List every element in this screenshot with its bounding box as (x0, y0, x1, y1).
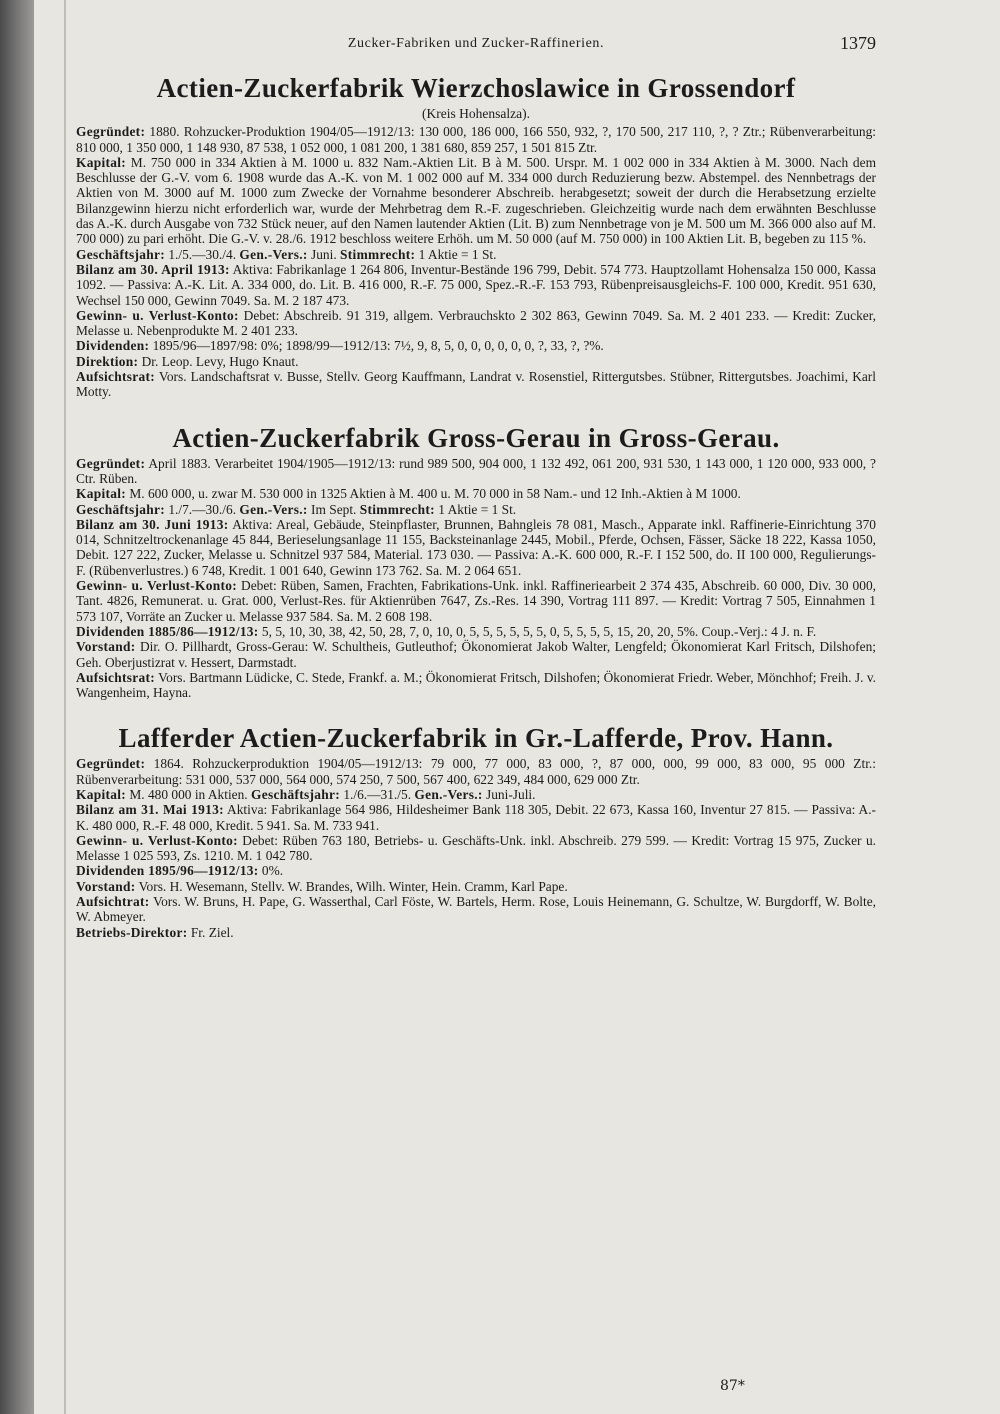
entry-paragraph (76, 486, 876, 501)
entry-label: Kapital: (76, 154, 127, 170)
entry-text: 0%. (258, 863, 284, 879)
entry-text: 5, 5, 10, 30, 38, 42, 50, 28, 7, 0, 10, 0, 5, 5, 5, 5, 5, 5, 0, 5, 5, 5, 5, 15, 20, 20, 5%. Coup.-Verj.: 4 J. n. F. (258, 623, 817, 639)
entry-paragraph (76, 787, 876, 802)
entry-label: Betriebs-Direktor: (76, 924, 188, 940)
entry-text: Vors. Bartmann Lüdicke, C. Stede, Frankf. a. M.; Ökonomierat Fritsch, Dilshofen; Ökonomierat Friedr. Weber, Mönchhof; Freih. J. v. Wangenheim, Hayna. (76, 669, 876, 701)
entry-paragraph (76, 369, 876, 400)
entry-text: 1./6.—31./5. (340, 786, 415, 802)
entry-paragraph (76, 338, 876, 353)
entry-paragraph (76, 155, 876, 247)
entry-label: Gen.-Vers.: (239, 246, 308, 262)
entry-paragraph (76, 670, 876, 701)
page-number: 1379 (840, 33, 876, 53)
entry-label: Dividenden 1895/96—1912/13: (76, 863, 259, 879)
entry-paragraph (76, 308, 876, 339)
entry-label: Vorstand: (76, 878, 136, 894)
entry-paragraph (76, 456, 876, 487)
entry-paragraph (76, 756, 876, 787)
entry-paragraph (76, 502, 876, 517)
entry-paragraph (76, 894, 876, 925)
entry-text: 1 Aktie = 1 St. (434, 501, 517, 517)
company-title: Actien-Zuckerfabrik Gross-Gerau in Gross-Gerau. (172, 422, 780, 453)
entry-text: Fr. Ziel. (187, 924, 234, 940)
entry-text: Debet: Abschreib. 91 319, allgem. Verbrauchskto 2 302 863, Gewinn 7049. Sa. M. 2 401 233. — Kredit: Zucker, Melasse u. Nebenprodukte M. 2 401 233. (76, 307, 876, 339)
entry-paragraph (76, 262, 876, 308)
entry-label: Gewinn- u. Verlust-Konto: (76, 307, 239, 323)
company-subtitle: (Kreis Hohensalza). (422, 106, 530, 121)
running-title: Zucker-Fabriken und Zucker-Raffinerien. (347, 36, 605, 51)
binding-shadow (0, 0, 34, 1414)
entry-label: Gewinn- u. Verlust-Konto: (76, 578, 238, 594)
entry-paragraph (76, 863, 876, 878)
entry-label: Kapital: (76, 786, 127, 802)
entry-label: Bilanz am 30. Juni 1913: (76, 516, 229, 532)
company-title: Lafferder Actien-Zuckerfabrik in Gr.-Lafferde, Prov. Hann. (118, 723, 834, 754)
entry-label: Gen.-Vers.: (239, 501, 308, 517)
entry-text: 1895/96—1897/98: 0%; 1898/99—1912/13: 7½, 9, 8, 5, 0, 0, 0, 0, 0, 0, ?, 33, ?, ?%. (149, 338, 604, 354)
entry-text: Debet: Rüben 763 180, Betriebs- u. Geschäfts-Unk. inkl. Abschreib. 279 599. — Kredit: Vortrag 15 975, Zucker u. Melasse 1 025 593, Zs. 1210. M. 1 042 780. (76, 832, 876, 864)
entry-label: Geschäftsjahr: (76, 246, 165, 262)
entry-text: Juni-Juli. (482, 786, 536, 802)
entry-paragraph (76, 624, 876, 639)
entry-label: Dividenden: (76, 338, 150, 354)
entry-paragraph (76, 879, 876, 894)
entry-label: Gen.-Vers.: (414, 786, 483, 802)
entry-text: 1 Aktie = 1 St. (415, 246, 497, 262)
entry-text: Aktiva: Fabrikanlage 1 264 806, Inventur-Bestände 196 799, Debit. 574 773. Hauptzollamt Hohensalza 150 000, Kassa 1092. — Passiva: A.-K. Lit. A. 334 000, do. Lit. B. 416 000, R.-F. 75 000, Spez.-R.-F. 153 793, Rübenpreisausgleichs-F. 100 000, Kredit. 951 630, Wechsel 150 000, Gewinn 7049. Sa. M. 2 187 473. (76, 261, 876, 308)
running-head (76, 33, 876, 66)
entry-label: Gegründet: (76, 756, 146, 772)
entry-text: 1./5.—30./4. (165, 246, 240, 262)
entry-paragraph (76, 802, 876, 833)
entry-text: 1864. Rohzuckerproduktion 1904/05—1912/13: 79 000, 77 000, 83 000, ?, 87 000, 000, 99 000, 83 000, 95 000 Ztr.: Rübenverarbeitung: 531 000, 537 000, 564 000, 574 250, 7 500, 567 400, 622 349, 484 000, 629 000 Ztr. (76, 756, 876, 787)
entry-label: Stimmrecht: (340, 246, 416, 262)
entry-label: Bilanz am 30. April 1913: (76, 261, 230, 277)
company-title: Actien-Zuckerfabrik Wierzchoslawice in Grossendorf (156, 73, 796, 103)
entry-label: Direktion: (76, 353, 139, 369)
entry-paragraph (76, 517, 876, 578)
entry-label: Kapital: (76, 486, 127, 502)
entry-label: Vorstand: (76, 639, 136, 655)
entry-text: Aktiva: Areal, Gebäude, Steinpflaster, Brunnen, Bahngleis 78 081, Masch., Apparate inkl. Raffinerie-Einrichtung 370 014, Schnitzeltrockenanlage 45 844, Berieselungsanlage 11 155, Backsteinanlage 2445, Mobil., Pferde, Ochsen, Fässer, Säcke 18 222, Kassa 1050, Debit. 127 222, Zucker, Melasse u. Schnitzel 937 584, Material. 173 030. — Passiva: A.-K. 600 000, R.-F. I 152 500, do. II 100 000, Regulierungs-F. (Rübenverlustres.) 6 748, Kredit. 1 001 640, Gewinn 173 762. Sa. M. 2 064 651. (76, 516, 877, 578)
entry-text: 1880. Rohzucker-Produktion 1904/05—1912/13: 130 000, 186 000, 166 550, 932, ?, 170 500, 217 110, ?, ? Ztr.; Rübenverarbeitung: 810 000, 1 350 000, 1 148 930, 87 538, 1 052 000, 1 081 200, 1 381 680, 859 257, 1 501 815 Ztr. (76, 124, 876, 155)
entry-label: Geschäftsjahr: (76, 501, 165, 517)
entry-text: Juni. (307, 246, 341, 262)
entry-text: Dr. Leop. Levy, Hugo Knaut. (138, 353, 299, 369)
entry-paragraph (76, 833, 876, 864)
company-list (76, 72, 876, 940)
entry-label: Geschäftsjahr: (251, 786, 340, 802)
entry-paragraph (76, 639, 876, 670)
entry-label: Bilanz am 31. Mai 1913: (76, 802, 224, 818)
entry-paragraph (76, 354, 876, 369)
entry-label: Gegründet: (76, 124, 146, 140)
entry-text: Debet: Rüben, Samen, Frachten, Fabrikations-Unk. inkl. Raffineriearbeit 2 374 435, Abschreib. 60 000, Div. 30 000, Tant. 4826, Remunerat. u. Grat. 000, Verlust-Res. für Aktienrüben 7647, Zs.-Res. 14 390, Vortrag 111 897. — Kredit: Vortrag 7 505, Einnahmen 1 573 107, Vorräte an Zucker u. Melasse 937 584. Sa. M. 2 608 198. (76, 578, 876, 624)
entry-text: Vors. H. Wesemann, Stellv. W. Brandes, Wilh. Winter, Hein. Cramm, Karl Pape. (135, 878, 568, 894)
entry-text: Im Sept. (307, 501, 360, 517)
entry-text: M. 750 000 in 334 Aktien à M. 1000 u. 832 Nam.-Aktien Lit. B à M. 500. Urspr. M. 1 002 000 in 334 Aktien à M. 3000. Nach dem Beschlusse der G.-V. vom 6. 1908 wurde das A.-K. von M. 1 002 000 auf M. 334 000 durch Reduzierung bezw. Abstempel. des Nennbetrags der Aktien von M. 3000 auf M. 1000 zum Zwecke der Vornahme besonderer Abschreib. herabgesetzt; soweit der durch die Herabsetzung erzielte Bilanzgewinn hierzu nicht erforderlich war, wurde der Mehrbetrag dem R.-F. zugeschrieben. Gleichzeitig wurde nach dem erwähnten Beschlusse das A.-K. durch Ausgabe von 732 Stück neuer, auf den Namen lautender Aktien (Lit. B) zum Nennbetrage von je M. 500 um M. 366 000 also auf M. 700 000) zu pari erhöht. Die G.-V. v. 28./6. 1912 beschloss weitere Erhöh. um M. 50 000 (auf M. 750 000) in 100 Aktien Lit. B, begeben zu 115 %. (76, 154, 876, 247)
entry-label: Aufsichtsrat: (76, 669, 156, 685)
entry-paragraph (76, 247, 876, 262)
entry-text: M. 480 000 in Aktien. (126, 786, 251, 802)
entry-label: Gegründet: (76, 455, 146, 471)
signature-mark: 87* (720, 1378, 745, 1394)
entry-label: Aufsichtrat: (76, 894, 150, 910)
entry-text: Vors. W. Bruns, H. Pape, G. Wasserthal, Carl Föste, W. Bartels, Herm. Rose, Louis Heinemann, G. Schultze, W. Burgdorff, W. Bolte, W. Abmeyer. (76, 894, 876, 925)
entry-text: M. 600 000, u. zwar M. 530 000 in 1325 Aktien à M. 400 u. M. 70 000 in 58 Nam.- und 12 Inh.-Aktien à M 1000. (126, 486, 741, 502)
gutter-line (64, 0, 66, 1414)
entry-label: Stimmrecht: (359, 501, 435, 517)
page (76, 33, 877, 940)
entry-text: Vors. Landschaftsrat v. Busse, Stellv. Georg Kauffmann, Landrat v. Rosenstiel, Rittergutsbes. Stübner, Rittergutsbes. Joachimi, Karl Motty. (76, 369, 876, 400)
entry-label: Aufsichtsrat: (76, 369, 156, 385)
entry-text: April 1883. Verarbeitet 1904/1905—1912/13: rund 989 500, 904 000, 1 132 492, 061 200, 931 530, 1 143 000, 1 120 000, 933 000, ? Ctr. Rüben. (76, 455, 876, 486)
entry-text: 1./7.—30./6. (165, 501, 240, 517)
entry-paragraph (76, 124, 876, 155)
entry-text: Dir. O. Pillhardt, Gross-Gerau: W. Schultheis, Gutleuthof; Ökonomierat Jakob Walter, Lengfeld; Ökonomierat Karl Fritsch, Dilshofen; Geh. Oberjustizrat v. Hessert, Darmstadt. (76, 639, 876, 670)
entry-text: Aktiva: Fabrikanlage 564 986, Hildesheimer Bank 118 305, Debit. 22 673, Kassa 160, Inventur 27 815. — Passiva: A.-K. 480 000, R.-F. 48 000, Kredit. 5 941. Sa. M. 733 941. (76, 802, 876, 833)
entry-label: Gewinn- u. Verlust-Konto: (76, 832, 238, 848)
entry-label: Dividenden 1885/86—1912/13: (76, 623, 259, 639)
entry-paragraph (76, 578, 876, 624)
entry-paragraph (76, 925, 876, 940)
